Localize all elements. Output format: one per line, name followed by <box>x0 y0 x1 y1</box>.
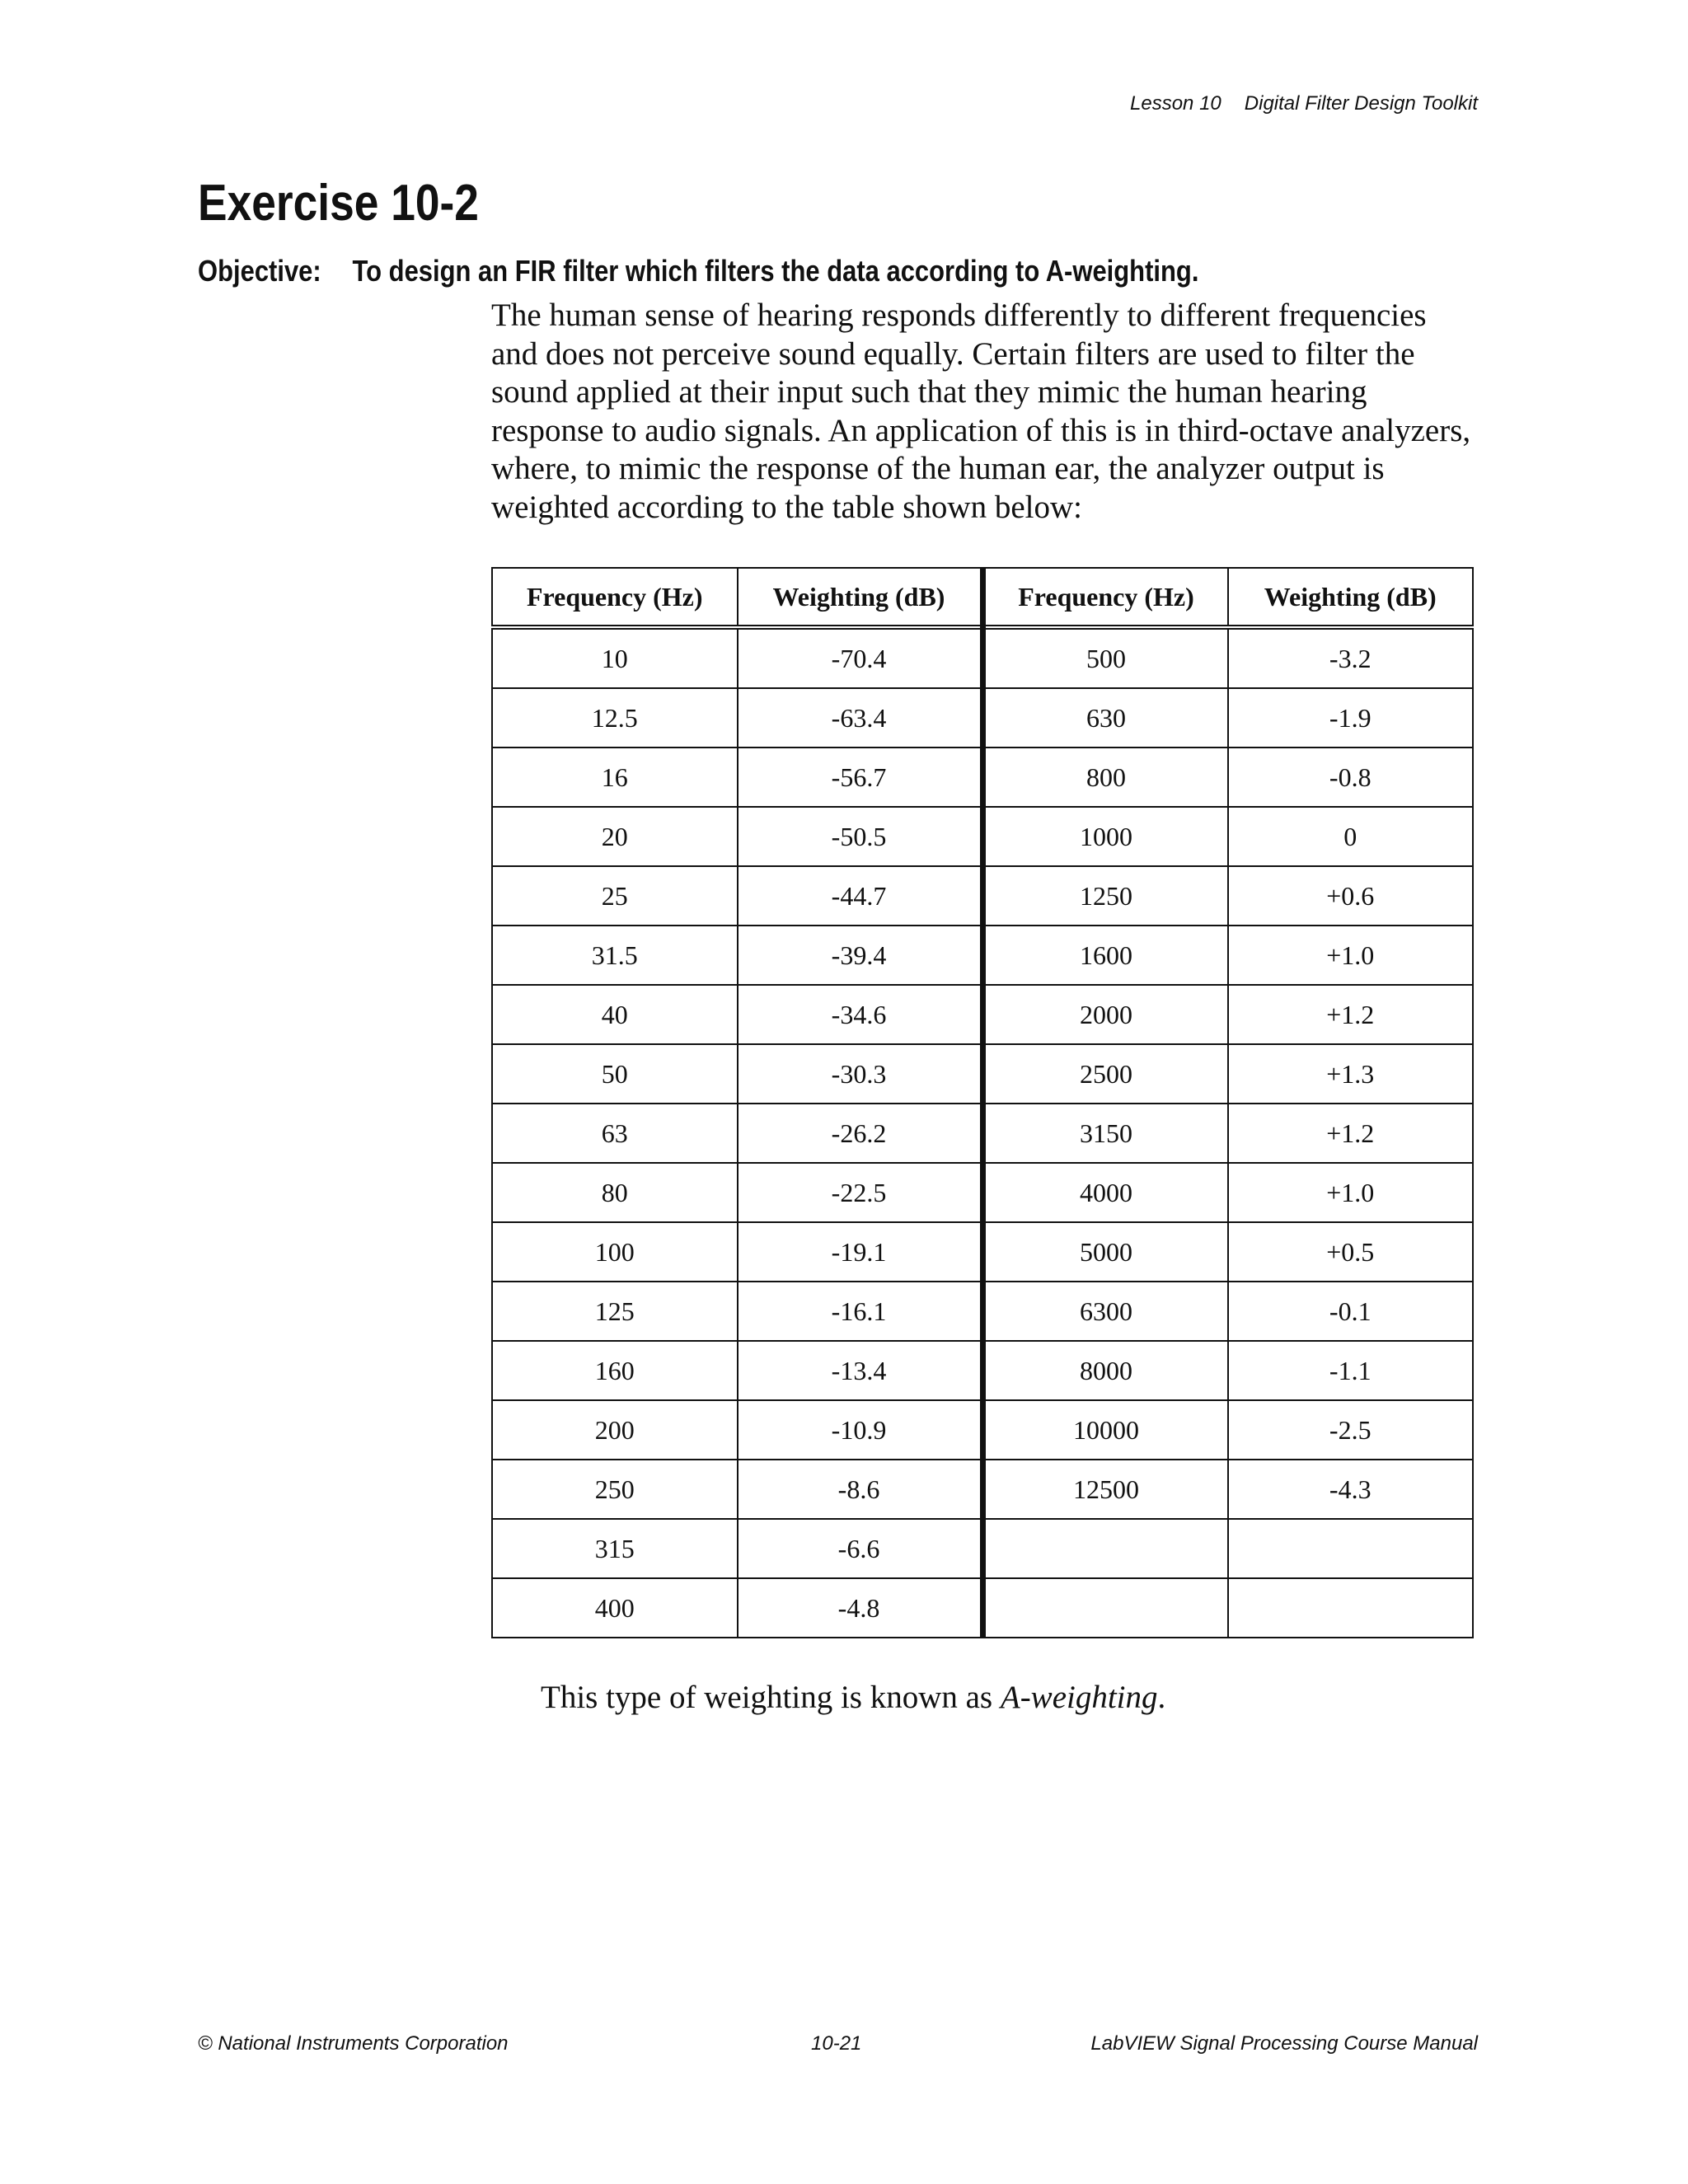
note-suffix: . <box>1157 1680 1166 1715</box>
table-row <box>492 1044 1473 1104</box>
weighting-cell: +0.5 <box>1228 1222 1474 1282</box>
table-row <box>492 1578 1473 1638</box>
frequency-cell: 20 <box>492 807 738 866</box>
frequency-cell: 63 <box>492 1104 738 1163</box>
note-paragraph <box>541 1681 1165 1713</box>
frequency-cell: 1600 <box>982 926 1228 985</box>
frequency-cell: 8000 <box>982 1341 1228 1400</box>
frequency-cell: 1000 <box>982 807 1228 866</box>
table-body <box>492 627 1473 1638</box>
table-row <box>492 1400 1473 1460</box>
weighting-cell: -70.4 <box>738 627 983 688</box>
table-row <box>492 1104 1473 1163</box>
frequency-cell: 1250 <box>982 866 1228 926</box>
weighting-cell: -44.7 <box>738 866 983 926</box>
frequency-cell <box>982 1519 1228 1578</box>
table-row <box>492 1222 1473 1282</box>
frequency-cell: 10000 <box>982 1400 1228 1460</box>
frequency-cell: 25 <box>492 866 738 926</box>
frequency-cell: 12.5 <box>492 688 738 748</box>
table-row <box>492 1282 1473 1341</box>
frequency-cell: 80 <box>492 1163 738 1222</box>
frequency-cell: 2500 <box>982 1044 1228 1104</box>
weighting-cell: -6.6 <box>738 1519 983 1578</box>
table-row <box>492 1341 1473 1400</box>
weighting-cell: +0.6 <box>1228 866 1474 926</box>
frequency-cell: 125 <box>492 1282 738 1341</box>
table-row <box>492 688 1473 748</box>
weighting-cell: -50.5 <box>738 807 983 866</box>
objective-label: Objective: <box>198 254 321 288</box>
table-row <box>492 627 1473 688</box>
page-number: 10-21 <box>811 2032 862 2055</box>
table-row <box>492 1519 1473 1578</box>
weighting-cell: -10.9 <box>738 1400 983 1460</box>
weighting-cell: -8.6 <box>738 1460 983 1519</box>
column-header: Frequency (Hz) <box>492 568 738 627</box>
intro-paragraph: The human sense of hearing responds differently to different frequencies and does not perceive sound equally. Certain filters are used to filter the sound applied at their input such that they mimic the human hearing response to audio signals. An application of this is in third-octave analyzers, where, to mimic the response of the human ear, the analyzer output is weighted according to the table shown below: <box>491 298 1471 525</box>
weighting-cell: -56.7 <box>738 748 983 807</box>
frequency-cell: 10 <box>492 627 738 688</box>
table-row <box>492 748 1473 807</box>
weighting-cell: -26.2 <box>738 1104 983 1163</box>
running-header <box>1130 92 1478 115</box>
objective-text: To design an FIR filter which filters the data according to A-weighting. <box>352 254 1199 288</box>
frequency-cell: 3150 <box>982 1104 1228 1163</box>
weighting-cell <box>1228 1519 1474 1578</box>
weighting-cell: +1.0 <box>1228 1163 1474 1222</box>
a-weighting-table <box>491 567 1474 1638</box>
weighting-cell: -1.1 <box>1228 1341 1474 1400</box>
frequency-cell: 315 <box>492 1519 738 1578</box>
weighting-cell: -1.9 <box>1228 688 1474 748</box>
weighting-cell: -4.3 <box>1228 1460 1474 1519</box>
frequency-cell: 40 <box>492 985 738 1044</box>
weighting-cell: -4.8 <box>738 1578 983 1638</box>
table-row <box>492 985 1473 1044</box>
weighting-cell: -19.1 <box>738 1222 983 1282</box>
frequency-cell: 400 <box>492 1578 738 1638</box>
frequency-cell: 800 <box>982 748 1228 807</box>
frequency-cell: 500 <box>982 627 1228 688</box>
weighting-cell: +1.3 <box>1228 1044 1474 1104</box>
frequency-cell <box>982 1578 1228 1638</box>
frequency-cell: 31.5 <box>492 926 738 985</box>
weighting-cell: -3.2 <box>1228 627 1474 688</box>
weighting-cell: -2.5 <box>1228 1400 1474 1460</box>
weighting-cell: -39.4 <box>738 926 983 985</box>
weighting-cell: -13.4 <box>738 1341 983 1400</box>
weighting-cell: +1.2 <box>1228 985 1474 1044</box>
frequency-cell: 16 <box>492 748 738 807</box>
weighting-cell: -0.8 <box>1228 748 1474 807</box>
column-header: Frequency (Hz) <box>982 568 1228 627</box>
footer-manual-title: LabVIEW Signal Processing Course Manual <box>1090 2032 1478 2055</box>
weighting-cell: +1.0 <box>1228 926 1474 985</box>
weighting-cell: -63.4 <box>738 688 983 748</box>
frequency-cell: 2000 <box>982 985 1228 1044</box>
header-lesson: Lesson 10 <box>1130 92 1221 115</box>
table-header-row <box>492 568 1473 627</box>
frequency-cell: 250 <box>492 1460 738 1519</box>
column-header: Weighting (dB) <box>738 568 983 627</box>
weighting-cell <box>1228 1578 1474 1638</box>
footer-copyright: © National Instruments Corporation <box>198 2032 509 2055</box>
frequency-cell: 200 <box>492 1400 738 1460</box>
table-row <box>492 807 1473 866</box>
table-row <box>492 926 1473 985</box>
table-row <box>492 1460 1473 1519</box>
table-row <box>492 866 1473 926</box>
weighting-cell: -16.1 <box>738 1282 983 1341</box>
header-section: Digital Filter Design Toolkit <box>1244 92 1478 115</box>
weighting-cell: -22.5 <box>738 1163 983 1222</box>
frequency-cell: 12500 <box>982 1460 1228 1519</box>
frequency-cell: 6300 <box>982 1282 1228 1341</box>
weighting-cell: -34.6 <box>738 985 983 1044</box>
exercise-title: Exercise 10-2 <box>198 175 479 232</box>
frequency-cell: 5000 <box>982 1222 1228 1282</box>
weighting-cell: -0.1 <box>1228 1282 1474 1341</box>
objective <box>198 256 1198 286</box>
note-term: A-weighting <box>1000 1680 1158 1715</box>
weighting-cell: +1.2 <box>1228 1104 1474 1163</box>
frequency-cell: 50 <box>492 1044 738 1104</box>
frequency-cell: 630 <box>982 688 1228 748</box>
frequency-cell: 100 <box>492 1222 738 1282</box>
table-row <box>492 1163 1473 1222</box>
frequency-cell: 4000 <box>982 1163 1228 1222</box>
weighting-cell: -30.3 <box>738 1044 983 1104</box>
weighting-cell: 0 <box>1228 807 1474 866</box>
note-prefix: This type of weighting is known as <box>541 1680 1001 1715</box>
frequency-cell: 160 <box>492 1341 738 1400</box>
column-header: Weighting (dB) <box>1228 568 1474 627</box>
